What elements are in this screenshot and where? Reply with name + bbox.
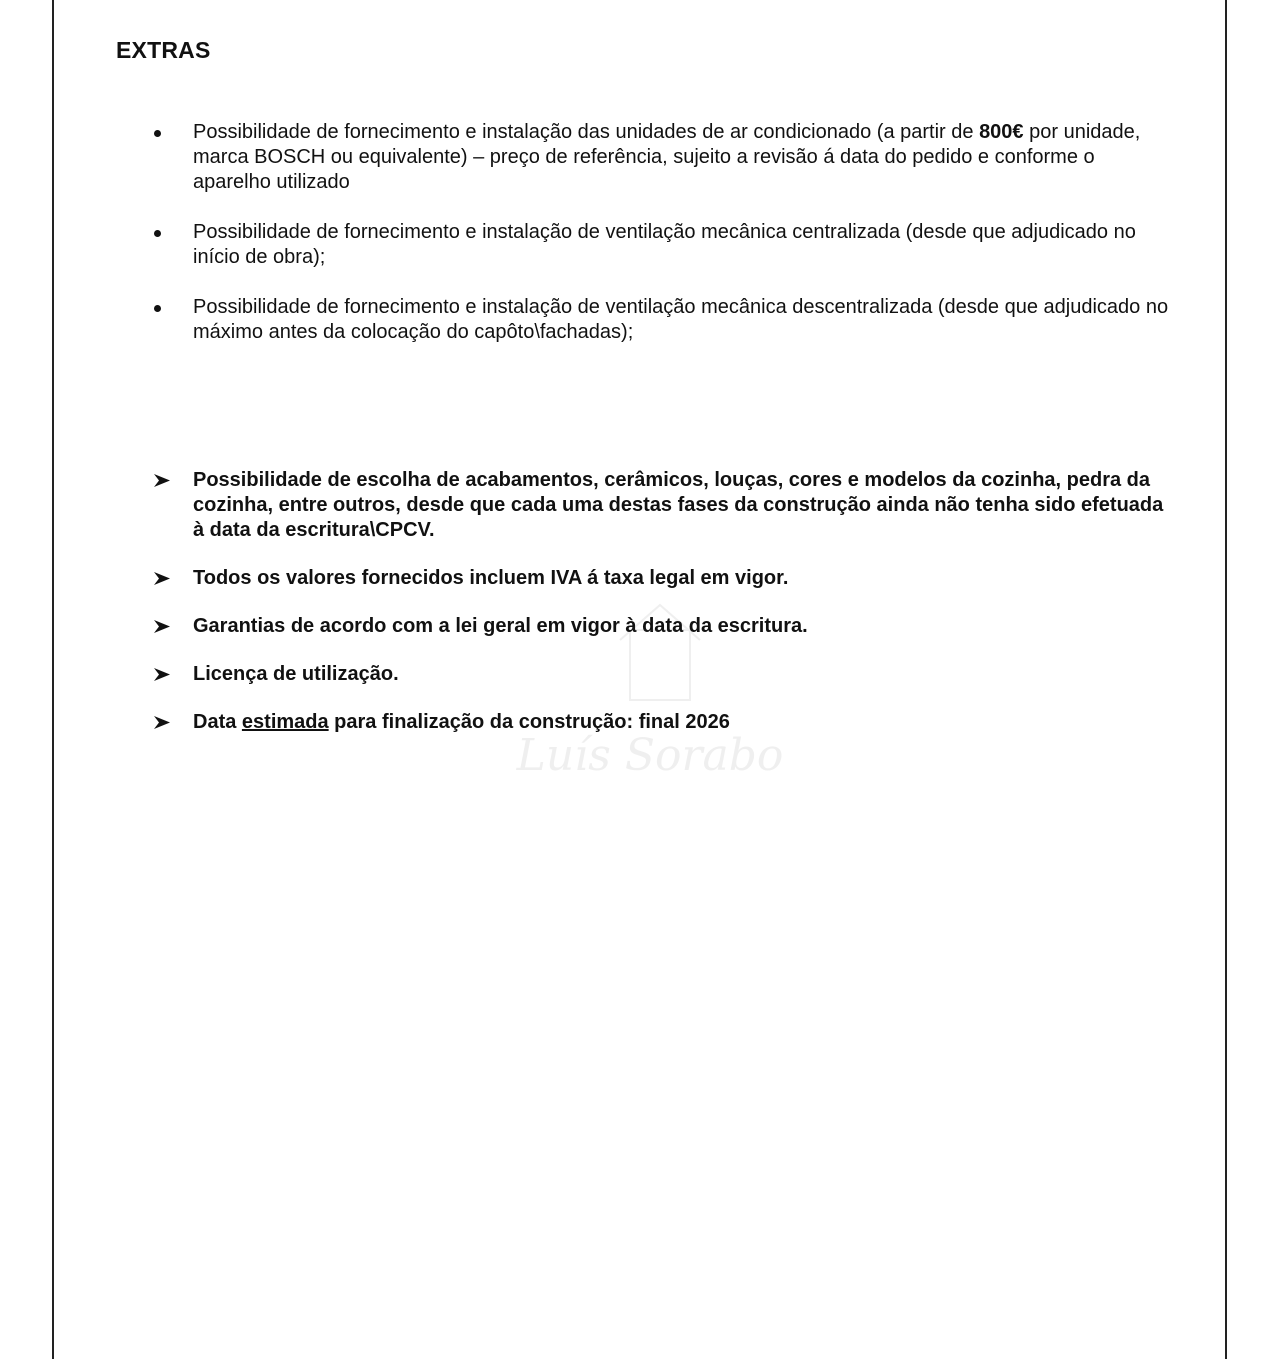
list-item-text: Data [193,711,242,733]
arrowhead-icon [154,620,170,633]
list-item [116,120,1176,195]
bullet-list [116,120,1176,370]
bullet-icon [154,305,161,312]
list-item [116,566,1176,591]
list-item [116,662,1176,687]
arrow-list [116,468,1176,758]
list-item-text: Licença de utilização. [193,663,399,685]
list-item-text: Possibilidade de fornecimento e instalação de ventilação mecânica descentralizada (desde que adjudicado no máximo antes da colocação do capôto\fachadas); [193,296,1169,343]
list-item-text: Possibilidade de escolha de acabamentos, cerâmicos, louças, cores e modelos da cozinha, pedra da cozinha, entre outros, desde que cada uma destas fases da construção ainda não tenha sido efetuada à data da escritura\CPCV. [193,469,1164,541]
arrowhead-icon [154,668,170,681]
list-item-text-cont: por unidade, marca BOSCH ou equivalente) – preço de referência, sujeito a revisão á data do pedido e conforme o aparelho utilizado [193,121,1141,193]
list-item [116,710,1176,735]
list-item-text: Garantias de acordo com a lei geral em vigor à data da escritura. [193,615,808,637]
list-item [116,295,1176,345]
arrowhead-icon [154,474,170,487]
bullet-icon [154,130,161,137]
list-item [116,220,1176,270]
list-item-text: Possibilidade de fornecimento e instalação das unidades de ar condicionado (a partir de [193,121,980,143]
list-item-text: Todos os valores fornecidos incluem IVA á taxa legal em vigor. [193,567,789,589]
arrowhead-icon [154,716,170,729]
section-title: EXTRAS [116,37,211,63]
list-item-text: Possibilidade de fornecimento e instalação de ventilação mecânica centralizada (desde que adjudicado no início de obra); [193,221,1136,268]
underlined-word: estimada [241,711,329,733]
list-item [116,614,1176,639]
bullet-icon [154,230,161,237]
arrowhead-icon [154,572,170,585]
list-item [116,468,1176,543]
list-item-text-cont: para finalização da construção: final 2026 [328,711,730,733]
price-value: 800€ [979,121,1024,143]
